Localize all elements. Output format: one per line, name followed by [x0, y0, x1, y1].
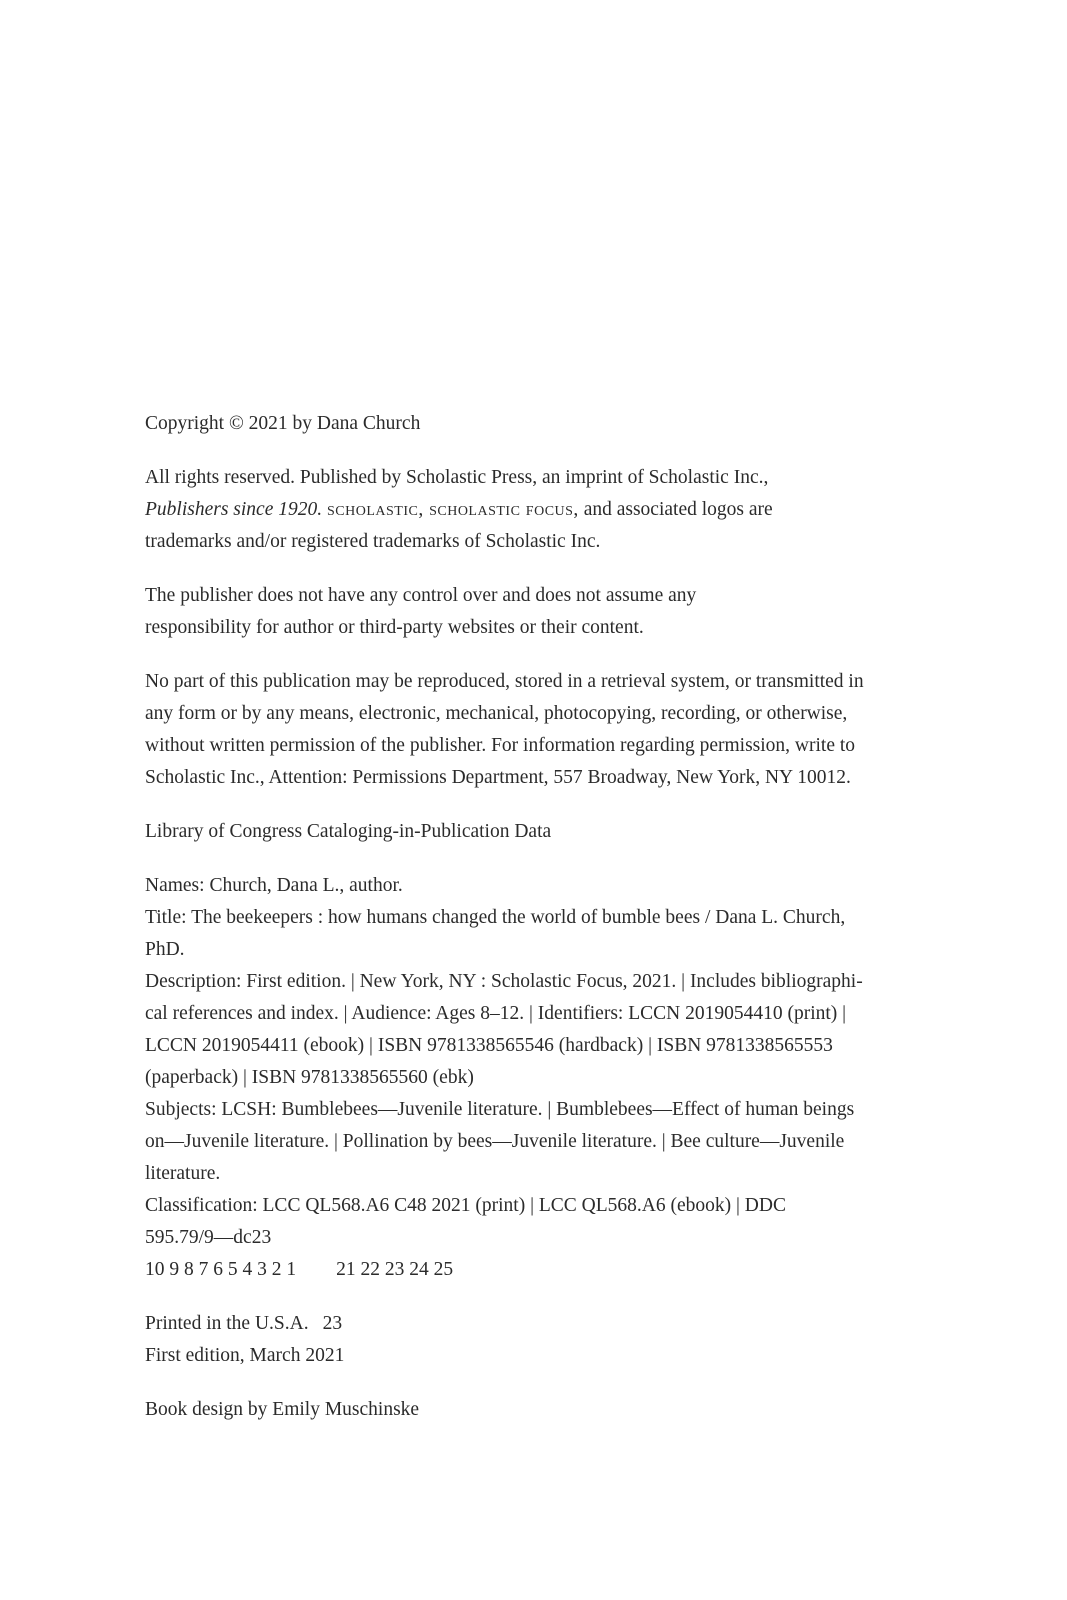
publishers-since: Publishers since 1920. — [145, 499, 323, 520]
copyright-notice-block — [145, 408, 905, 440]
cip-classification-line-1: Classification: LCC QL568.A6 C48 2021 (print) | LCC QL568.A6 (ebook) | DDC — [145, 1195, 786, 1216]
cip-heading: Library of Congress Cataloging-in-Publication Data — [145, 821, 552, 842]
cip-names: Names: Church, Dana L., author. — [145, 875, 403, 896]
cip-description-line-2: cal references and index. | Audience: Ages 8–12. | Identifiers: LCCN 2019054410 (print) | — [145, 1003, 847, 1024]
reproduction-paragraph — [145, 666, 905, 794]
rights-paragraph — [145, 462, 905, 558]
disclaimer-line-1: The publisher does not have any control over and does not assume any — [145, 585, 697, 606]
cip-record — [145, 870, 905, 1286]
reproduction-line-2: any form or by any means, electronic, mechanical, photocopying, recording, or otherwise, — [145, 703, 848, 724]
reproduction-line-4: Scholastic Inc., Attention: Permissions Department, 557 Broadway, New York, NY 10012. — [145, 767, 851, 788]
printed-line — [145, 1308, 905, 1340]
edition-line: First edition, March 2021 — [145, 1345, 345, 1366]
rights-line-1: All rights reserved. Published by Scholastic Press, an imprint of Scholastic Inc., — [145, 467, 769, 488]
cip-classification-line-2: 595.79/9—dc23 — [145, 1227, 272, 1248]
design-credit-block — [145, 1394, 905, 1426]
disclaimer-paragraph — [145, 580, 905, 644]
cip-description-line-4: (paperback) | ISBN 9781338565560 (ebk) — [145, 1067, 474, 1088]
disclaimer-line-2: responsibility for author or third-party websites or their content. — [145, 617, 644, 638]
copyright-page — [145, 408, 905, 1448]
cip-heading-block — [145, 816, 905, 848]
printed-code: 23 — [322, 1313, 343, 1334]
reproduction-line-1: No part of this publication may be reproduced, stored in a retrieval system, or transmitted in — [145, 671, 864, 692]
rights-line-2 — [145, 494, 905, 526]
cip-description-line-3: LCCN 2019054411 (ebook) | ISBN 9781338565546 (hardback) | ISBN 9781338565553 — [145, 1035, 833, 1056]
trademarks-rest: and associated logos are — [583, 499, 773, 520]
cip-title-line-2: PhD. — [145, 939, 185, 960]
reproduction-line-3: without written permission of the publisher. For information regarding permission, write to — [145, 735, 856, 756]
printed-country: Printed in the U.S.A. — [145, 1313, 309, 1334]
year-numbers: 21 22 23 24 25 — [336, 1259, 454, 1280]
cip-subjects-line-1: Subjects: LCSH: Bumblebees—Juvenile literature. | Bumblebees—Effect of human beings — [145, 1099, 855, 1120]
design-credit: Book design by Emily Muschinske — [145, 1399, 420, 1420]
cip-subjects-line-3: literature. — [145, 1163, 221, 1184]
copyright-notice: Copyright © 2021 by Dana Church — [145, 413, 421, 434]
trademark-names: scholastic, scholastic focus, — [326, 499, 579, 520]
printed-block — [145, 1308, 905, 1372]
printing-line — [145, 1254, 905, 1286]
cip-subjects-line-2: on—Juvenile literature. | Pollination by bees—Juvenile literature. | Bee culture—Juvenile — [145, 1131, 845, 1152]
cip-title-line-1: Title: The beekeepers : how humans changed the world of bumble bees / Dana L. Church, — [145, 907, 846, 928]
cip-description-line-1: Description: First edition. | New York, NY : Scholastic Focus, 2021. | Includes bibliographi- — [145, 971, 863, 992]
printing-numbers: 10 9 8 7 6 5 4 3 2 1 — [145, 1259, 297, 1280]
rights-line-3: trademarks and/or registered trademarks of Scholastic Inc. — [145, 531, 601, 552]
